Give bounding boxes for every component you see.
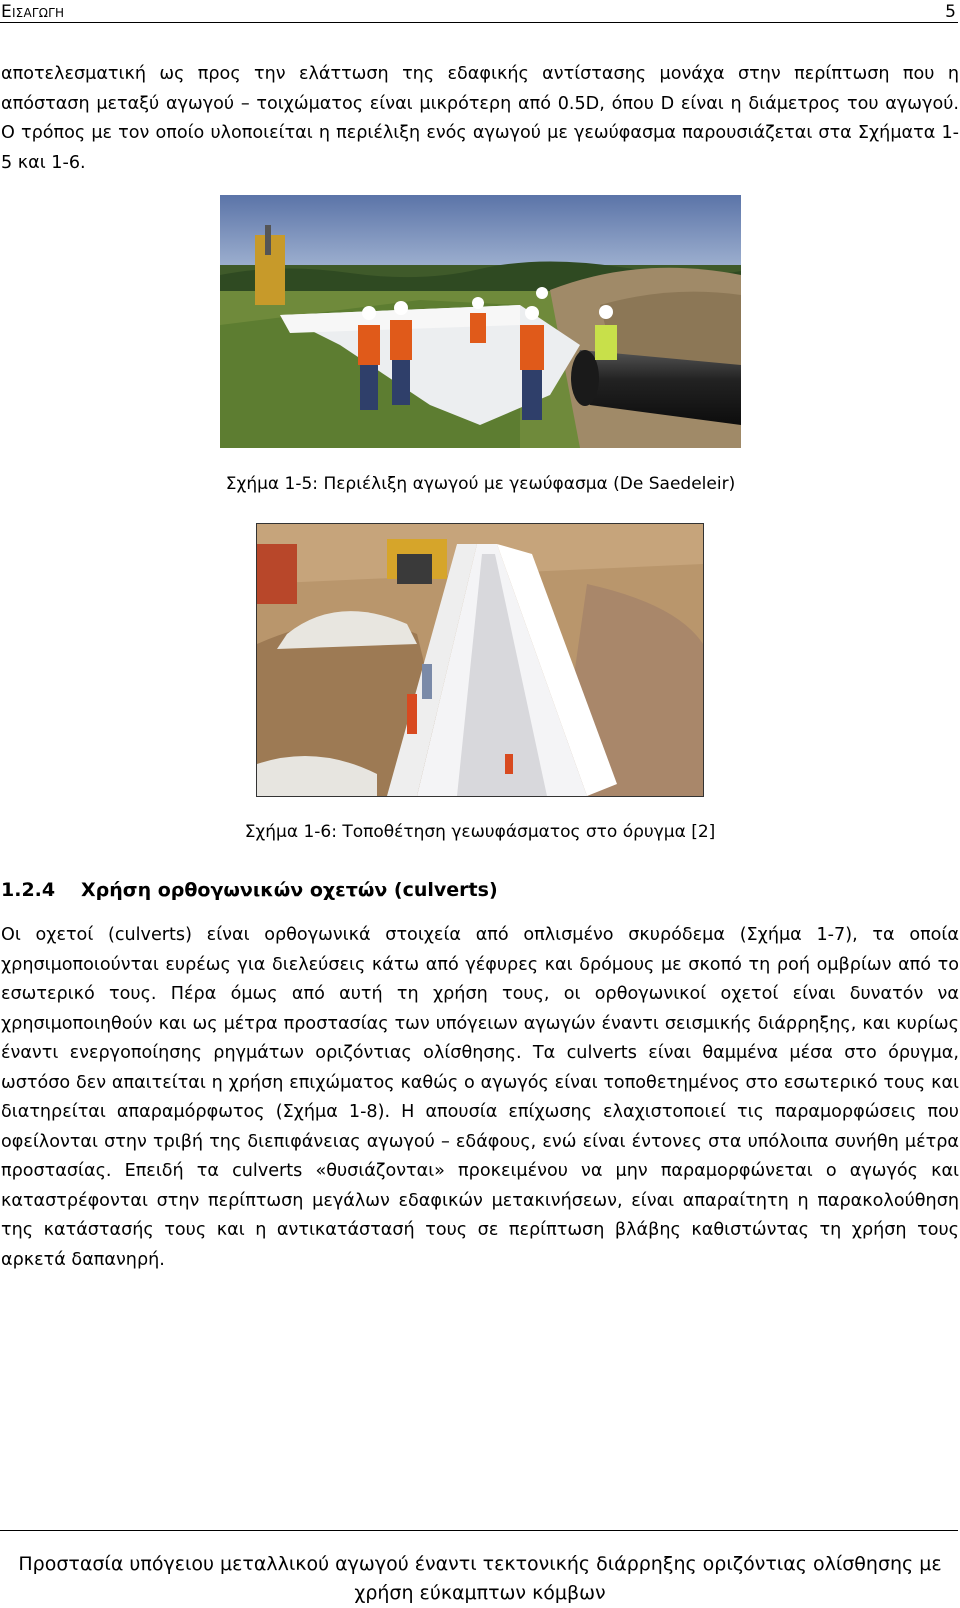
figure-1-6-caption: Σχήμα 1-6: Τοποθέτηση γεωυφάσματος στο όρυγμα [2]: [244, 822, 716, 842]
footer-rule: [0, 1530, 958, 1531]
section-heading: [1, 879, 498, 901]
figure-trench-geotextile-photo: [256, 523, 704, 797]
paragraph-intro: αποτελεσματική ως προς την ελάττωση της εδαφικής αντίστασης μονάχα στην περίπτωση που η απόσταση μεταξύ αγωγού – τοιχώματος είναι μικρότερη από 0.5D, όπου D είναι η διάμετρος του αγωγού. Ο τρόπος με τον οποίο υλοποιείται η περιέλιξη ενός αγωγού με γεωύφασμα παρουσιάζεται στα Σχήματα 1-5 και 1-6.: [1, 64, 959, 173]
page-header: [0, 0, 960, 22]
page-footer: [0, 1550, 960, 1608]
paragraph-culverts: Οι οχετοί (culverts) είναι ορθογωνικά στοιχεία από οπλισμένο σκυρόδεμα (Σχήμα 1-7), τα οποία χρησιμοποιούνται ευρέως για διελεύσεις κάτω από γέφυρες και δρόμους με σκοπό τη ροή ομβρίων από το εσωτερικό τους. Πέρα όμως από αυτή τη χρήση τους, οι ορθογωνικοί οχετοί είναι δυνατόν να χρησιμοποιηθούν και ως μέτρα προστασίας των υπόγειων αγωγών έναντι σεισμικής διάρρηξης, και κυρίως έναντι ενεργοποίησης ρηγμάτων οριζόντιας ολίσθησης. Τα culverts είναι θαμμένα μέσα στο όρυγμα, ωστόσο δεν απαιτείται η χρήση επιχώματος καθώς ο αγωγός είναι τοποθετημένος στο εσωτερικό τους και διατηρείται απαραμόρφωτος (Σχήμα 1-8). Η απουσία επίχωσης ελαχιστοποιεί τις παραμορφώσεις που οφείλονται στην τριβή της διεπιφάνειας αγωγού – εδάφους, ενώ είναι έντονες στα υπόλοιπα συνήθη μέτρα προστασίας. Επειδή τα culverts «θυσιάζονται» προκειμένου να μην παραμορφώνεται ο αγωγός και καταστρέφονται στην περίπτωση μεγάλων εδαφικών μετακινήσεων, είναι απαραίτητη η παρακολούθηση της κατάστασής τους και η αντικατάστασή τους σε περίπτωση βλάβης καθιστώντας τη χρήση τους αρκετά δαπανηρή.: [1, 925, 959, 1270]
section-title: Χρήση ορθογωνικών οχετών (culverts): [81, 879, 498, 901]
footer-line-2: χρήση εύκαμπτων κόμβων: [354, 1582, 606, 1604]
footer-line-1: Προστασία υπόγειου μεταλλικού αγωγού έναντι τεκτονικής διάρρηξης οριζόντιας ολίσθησης με: [18, 1553, 942, 1575]
header-rule: [0, 22, 958, 23]
figure-1-5-caption: Σχήμα 1-5: Περιέλιξη αγωγού με γεωύφασμα (De Saedeleir): [225, 474, 736, 494]
header-section-title: Εισαγωγη: [1, 2, 65, 22]
section-number: 1.2.4: [1, 879, 56, 901]
page-number: 5: [945, 2, 956, 22]
figure-pipe-wrapping-photo: [220, 195, 741, 448]
